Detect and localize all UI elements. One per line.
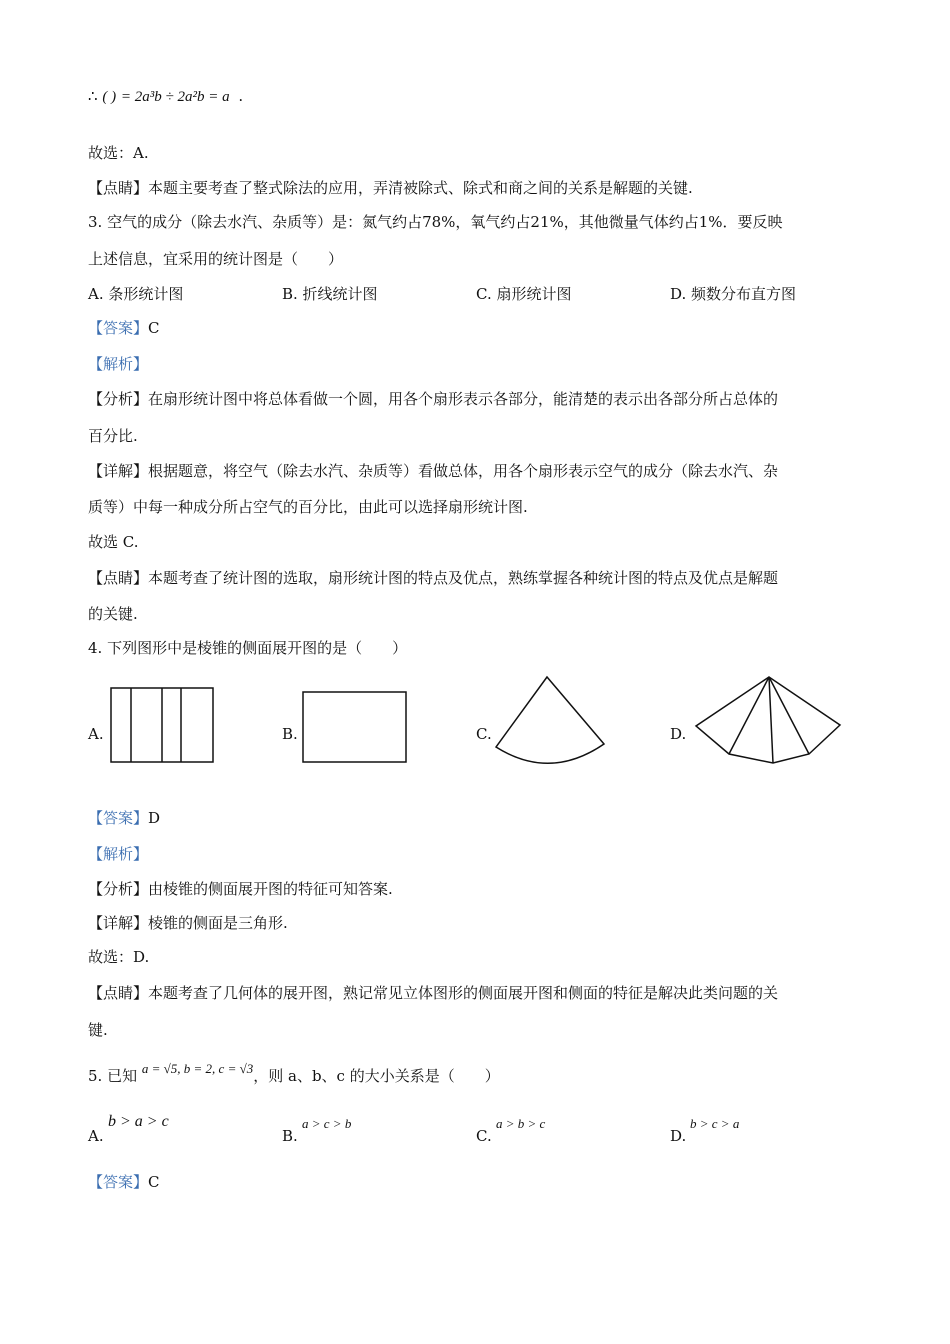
q5-option-c-expr: a > b > c [496, 1116, 546, 1131]
division-expression: = 2a³b ÷ 2a²b = a [120, 89, 230, 105]
comment-tag: 【点睛】 [88, 984, 149, 1002]
q5-option-a-label: A. [88, 1127, 104, 1145]
q4-option-d-label: D. [670, 725, 687, 743]
q4-figure-c-sector [494, 676, 608, 768]
q4-comment-line2: 键. [88, 1021, 108, 1039]
q3-xiangjie-line1 [88, 461, 778, 481]
q3-option-c: C. 扇形统计图 [476, 285, 572, 303]
q3-comment-line1 [88, 568, 778, 588]
paren-blank: ( ) [102, 89, 117, 105]
q2-choose: 故选：A. [88, 144, 149, 162]
q3-xiangjie-line2: 质等）中每一种成分所占空气的百分比，由此可以选择扇形统计图. [88, 498, 528, 516]
q4-figure-b-rectangle [302, 691, 408, 764]
q4-choose: 故选：D. [88, 948, 150, 966]
q5-option-a-expr: b > a > c [108, 1113, 169, 1130]
q3-comment-line2: 的关键. [88, 605, 138, 623]
q2-comment [88, 178, 693, 198]
fenxi-tag: 【分析】 [88, 390, 149, 408]
q5-stem [88, 1061, 500, 1087]
q4-fenxi [88, 879, 393, 899]
q5-option-b-label: B. [282, 1127, 298, 1145]
answer-value: C [148, 319, 160, 337]
q5-answer [88, 1172, 160, 1192]
q3-choose: 故选 C. [88, 533, 139, 551]
period: . [238, 87, 244, 105]
q3-stem-line2: 上述信息，宜采用的统计图是（ ） [88, 250, 344, 268]
answer-value: D [148, 809, 161, 827]
comment-tag: 【点睛】 [88, 179, 149, 197]
fenxi-text: 在扇形统计图中将总体看做一个圆，用各个扇形表示各部分，能清楚的表示出各部分所占总体的 [148, 390, 779, 408]
q4-xiangjie [88, 913, 288, 933]
comment-text: 本题主要考查了整式除法的应用，弄清被除式、除式和商之间的关系是解题的关键. [148, 179, 693, 197]
q4-figure-d-pyramid-net [694, 676, 844, 768]
q5-prefix: 5. 已知 [88, 1067, 138, 1085]
xiangjie-text: 根据题意，将空气（除去水汽、杂质等）看做总体，用各个扇形表示空气的成分（除去水汽、杂 [148, 462, 779, 480]
answer-tag: 【答案】 [88, 319, 149, 337]
fenxi-text: 由棱锥的侧面展开图的特征可知答案. [148, 880, 393, 898]
q5-option-d-label: D. [670, 1127, 687, 1145]
q3-jiexi-tag: 【解析】 [88, 355, 149, 373]
xiangjie-text: 棱锥的侧面是三角形. [148, 914, 288, 932]
q5-option-b-expr: a > c > b [302, 1116, 352, 1131]
q5-option-d-expr: b > c > a [690, 1116, 740, 1131]
q3-option-b: B. 折线统计图 [282, 285, 378, 303]
xiangjie-tag: 【详解】 [88, 914, 149, 932]
q4-stem: 4. 下列图形中是棱锥的侧面展开图的是（ ） [88, 639, 408, 657]
q4-jiexi-tag: 【解析】 [88, 845, 149, 863]
q3-answer [88, 318, 160, 338]
q5-given-values: a = √5, b = 2, c = √3 [141, 1061, 254, 1076]
top-equation-line [88, 86, 243, 107]
therefore-symbol: ∴ [88, 87, 98, 105]
comment-text: 本题考查了几何体的展开图，熟记常见立体图形的侧面展开图和侧面的特征是解决此类问题的关 [148, 984, 779, 1002]
q4-figure-a-strip-rectangles [110, 687, 215, 764]
q3-option-a: A. 条形统计图 [88, 285, 184, 303]
answer-value: C [148, 1173, 160, 1191]
q3-option-d: D. 频数分布直方图 [670, 285, 797, 303]
q5-option-c-label: C. [476, 1127, 492, 1145]
fenxi-tag: 【分析】 [88, 880, 149, 898]
q5-suffix: ，则 a、b、c 的大小关系是（ ） [253, 1067, 500, 1085]
comment-text: 本题考查了统计图的选取，扇形统计图的特点及优点，熟练掌握各种统计图的特点及优点是解题 [148, 569, 779, 587]
q3-stem-line1: 3. 空气的成分（除去水汽、杂质等）是：氮气约占78%，氧气约占21%，其他微量气体约占1%．要反映 [88, 213, 783, 231]
comment-tag: 【点睛】 [88, 569, 149, 587]
q3-fenxi-line2: 百分比. [88, 427, 138, 445]
q4-answer [88, 808, 160, 828]
q4-option-a-label: A. [88, 725, 104, 743]
q4-comment-line1 [88, 983, 778, 1003]
answer-tag: 【答案】 [88, 809, 149, 827]
q3-fenxi-line1 [88, 389, 778, 409]
xiangjie-tag: 【详解】 [88, 462, 149, 480]
answer-tag: 【答案】 [88, 1173, 149, 1191]
q4-option-c-label: C. [476, 725, 492, 743]
q4-option-b-label: B. [282, 725, 298, 743]
